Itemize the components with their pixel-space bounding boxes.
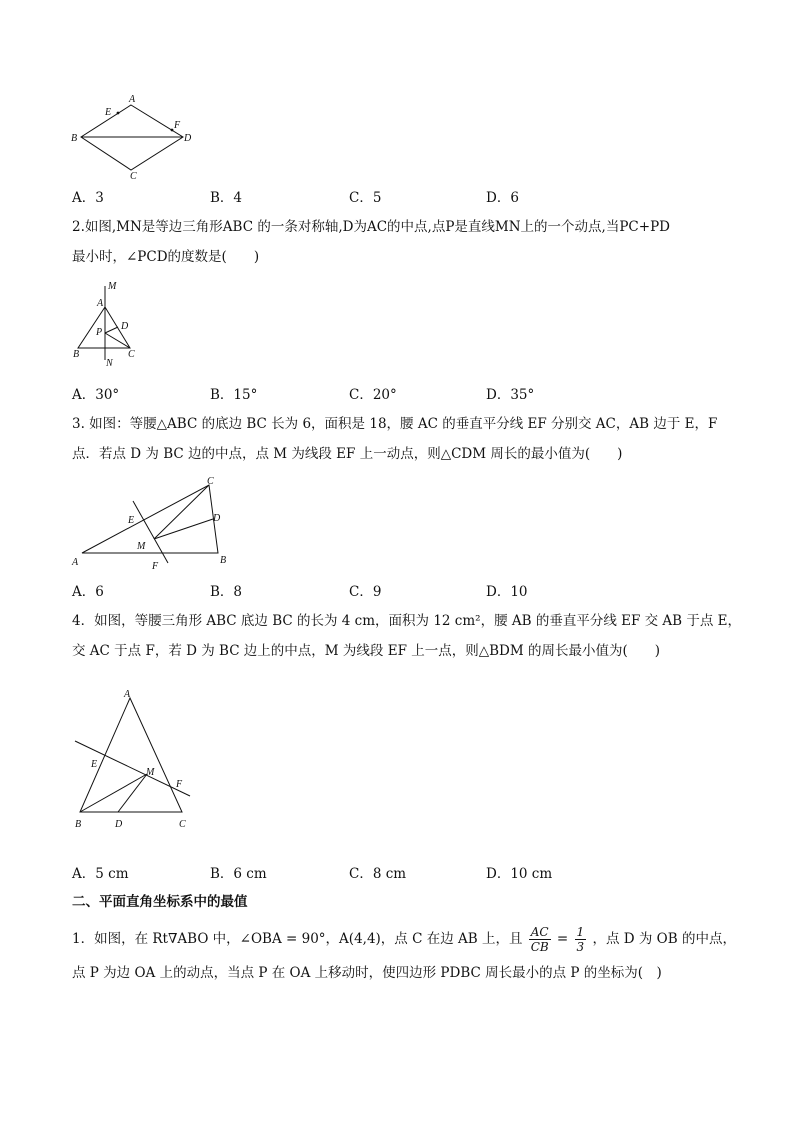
label-d: D — [184, 133, 192, 144]
label-a: A — [97, 298, 104, 309]
label-e: E — [105, 107, 112, 118]
label-a: A — [129, 94, 136, 105]
label-f: F — [152, 561, 159, 572]
choices-row-2 — [72, 383, 672, 403]
equals-sign: = — [556, 931, 569, 947]
figure-equilateral-triangle — [68, 280, 148, 370]
question-3 — [72, 409, 722, 469]
label-c: C — [207, 476, 214, 487]
choice-b[interactable]: B．8 — [210, 584, 243, 600]
fraction-denominator: 3 — [576, 940, 585, 954]
section-2-question-1-line-2: 点 P 为边 OA 上的动点，当点 P 在 OA 上移动时，使四边形 PDBC 周长最小的点 P 的坐标为( ) — [72, 965, 662, 981]
label-e: E — [91, 759, 98, 770]
section-2-question-1-line-1 — [72, 922, 736, 956]
question-2-line-2: 最小时，∠PCD的度数是( ) — [72, 249, 260, 265]
label-d: D — [213, 513, 221, 524]
choice-a[interactable]: A．5 cm — [72, 866, 129, 882]
label-a: A — [72, 557, 79, 568]
choice-b[interactable]: B．4 — [210, 190, 243, 206]
choices-row-3 — [72, 580, 672, 600]
figure-isosceles-triangle-4 — [68, 685, 203, 835]
label-e: E — [128, 515, 135, 526]
question-4-line-2: 交 AC 于点 F，若 D 为 BC 边上的中点，M 为线段 EF 上一点，则△BDM 的周长最小值为( ) — [72, 643, 661, 659]
fraction-one-third — [575, 925, 587, 954]
q1-text-pre: 1．如图，在 Rt∇ABO 中，∠OBA = 90°，A(4,4)，点 C 在边 AB 上，且 — [72, 931, 523, 947]
question-3-line-2: 点．若点 D 为 BC 边的中点，点 M 为线段 EF 上一动点，则△CDM 周长的最小值为( ) — [72, 446, 623, 462]
choice-a[interactable]: A．30° — [72, 387, 120, 403]
label-m: M — [146, 767, 155, 778]
choice-d[interactable]: D．35° — [486, 387, 535, 403]
choice-a[interactable]: A．6 — [72, 584, 104, 600]
question-2-line-1: 2.如图,MN是等边三角形ABC 的一条对称轴,D为AC的中点,点P是直线MN上的一个动点,当PC+PD — [72, 219, 670, 235]
choice-b[interactable]: B．15° — [210, 387, 258, 403]
label-a: A — [124, 689, 131, 700]
label-b: B — [71, 133, 78, 144]
question-2 — [72, 212, 722, 272]
fraction-numerator: AC — [530, 925, 549, 939]
fraction-denominator: CB — [530, 940, 549, 954]
label-c: C — [130, 171, 137, 182]
label-n: N — [106, 358, 113, 369]
choices-row-4 — [72, 862, 672, 882]
question-3-line-1: 3. 如图：等腰△ABC 的底边 BC 长为 6，面积是 18，腰 AC 的垂直平分线 EF 分别交 AC，AB 边于 E，F — [72, 416, 718, 432]
figure-isosceles-triangle-3 — [68, 472, 243, 572]
label-p: P — [96, 327, 103, 338]
choices-row-1 — [72, 186, 672, 206]
label-d: D — [121, 321, 129, 332]
question-4 — [72, 606, 742, 666]
label-f: F — [174, 120, 181, 131]
figure-rhombus — [68, 95, 198, 180]
choice-d[interactable]: D．10 — [486, 584, 528, 600]
label-d: D — [115, 819, 123, 830]
label-m: M — [108, 281, 117, 292]
label-c: C — [179, 819, 186, 830]
question-4-line-1: 4．如图，等腰三角形 ABC 底边 BC 的长为 4 cm，面积为 12 cm²，腰 AB 的垂直平分线 EF 交 AB 于点 E， — [72, 613, 742, 629]
section-2-question-1 — [72, 922, 736, 990]
label-b: B — [220, 555, 227, 566]
section-title: 二、平面直角坐标系中的最值 — [72, 894, 248, 910]
choice-d[interactable]: D．10 cm — [486, 866, 553, 882]
fraction-numerator: 1 — [576, 925, 585, 939]
label-m: M — [137, 541, 146, 552]
label-b: B — [73, 349, 80, 360]
choice-b[interactable]: B．6 cm — [210, 866, 267, 882]
label-b: B — [75, 819, 82, 830]
choice-a[interactable]: A．3 — [72, 190, 104, 206]
label-f: F — [176, 779, 183, 790]
q1-text-post: ，点 D 为 OB 的中点， — [592, 931, 736, 947]
label-c: C — [128, 349, 135, 360]
choice-c[interactable]: C．9 — [349, 584, 382, 600]
choice-c[interactable]: C．20° — [349, 387, 397, 403]
choice-d[interactable]: D．6 — [486, 190, 519, 206]
choice-c[interactable]: C．8 cm — [349, 866, 407, 882]
fraction-ac-cb — [529, 925, 551, 954]
choice-c[interactable]: C．5 — [349, 190, 382, 206]
